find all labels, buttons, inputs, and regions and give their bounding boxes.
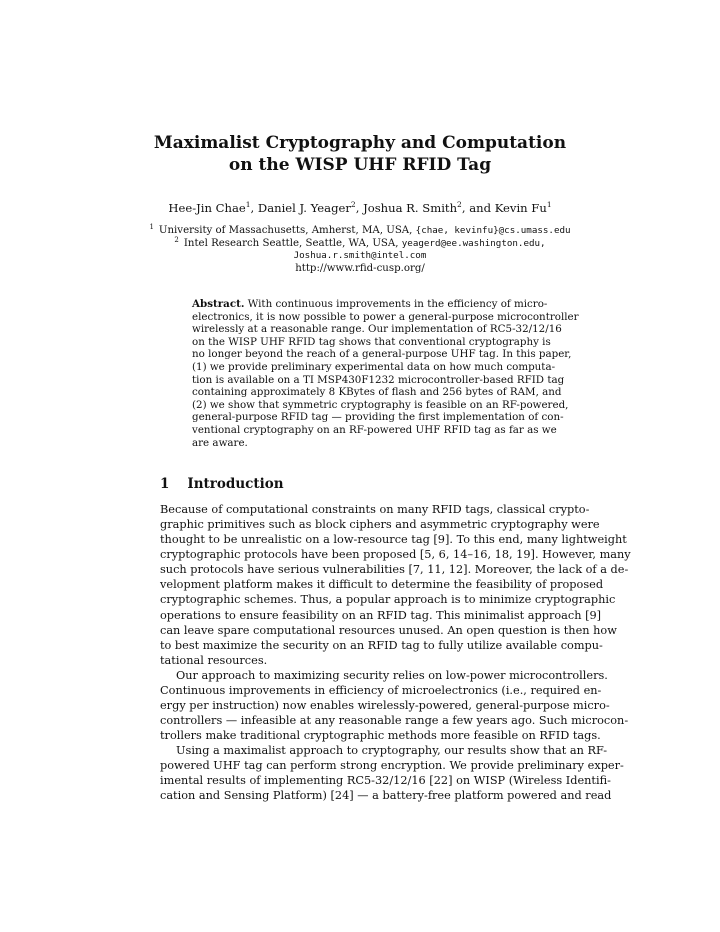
body-text: Because of computational constraints on many RFID tags, classical crypto- graphic primitives such as block ciphers and asymmetric cryptography were thought to be unrealistic on a low-resource tag [9]. To this end, many lightweight cryptographic protocols have been proposed [5, 6, 14–16, 18, 19]. However, many such protocols have serious vulnerabilities [7, 11, 12]. Moreover, the lack of a de- velopment platform makes it difficult to determine the feasibility of proposed cryptographic schemes. Thus, a popular approach is to minimize cryptographic operations to ensure feasibility on an RFID tag. This minimalist approach [9] can leave spare computational resources unused. An open question is then how to best maximize the security on an RFID tag to fully utilize available compu- tational resources. Our approach to maximizing security relies on low-power microcontrollers. Continuous improvements in efficiency of microelectronics (i.e., required en- ergy per instruction) now enables wirelessly-powered, general-purpose micro- controllers — infeasible at any reasonable range a few years ago. Such microcon- trollers make traditional cryptographic methods more feasible on RFID tags. Using a maximalist approach to cryptography, our results show that an RF- powered UHF tag can perform strong encryption. We provide preliminary exper- imental results of implementing RC5-32/12/16 [22] on WISP (Wireless Identifi- cation and Sensing Platform) [24] — a battery-free platform powered and read: [160, 503, 631, 803]
email: {chae, kevinfu}@cs.umass.edu: [415, 225, 571, 236]
abstract-label: Abstract.: [192, 298, 245, 310]
author-name: Joshua R. Smith: [363, 201, 458, 215]
author-affil-mark: 2: [350, 200, 356, 209]
author-affil-mark: 1: [245, 200, 251, 209]
section-title: Introduction: [187, 476, 284, 492]
abstract: Abstract. With continuous improvements in the efficiency of micro- electronics, it is now possible to power a general-purpose microcontroller wirelessly at a reasonable range. Our implementation of RC5-32/12/16 on the WISP UHF RFID tag shows that conventional cryptography is no longer beyond the reach of a general-purpose UHF tag. In this paper, (1) we provide preliminary experimental data on how much computa- tion is available on a TI MSP430F1232 microcontroller-based RFID tag containing approximately 8 KBytes of flash and 256 bytes of RAM, and (2) we show that symmetric cryptography is feasible on an RF-powered, general-purpose RFID tag — providing the first implementation of con- ventional cryptography on an RF-powered UHF RFID tag as far as we are aware.: [192, 298, 579, 449]
author-affil-mark: 2: [457, 200, 462, 209]
affiliation-1: $^1$ University of Massachusetts, Amherst, MA, USA, {chae, kevinfu}@cs.umass.edu: [149, 223, 571, 236]
author-name: Kevin Fu: [494, 201, 547, 215]
affiliations: [0, 225, 720, 275]
paper-title: [0, 132, 720, 176]
affiliation-2: $^2$ Intel Research Seattle, Seattle, WA, USA, yeagerd@ee.washington.edu,: [174, 235, 546, 249]
project-url: http://www.rfid-cusp.org/: [295, 262, 425, 274]
section-heading: [160, 476, 284, 492]
email: yeagerd@ee.washington.edu,: [401, 237, 546, 249]
section-number: 1: [160, 476, 170, 492]
author-name: Daniel J. Yeager: [257, 201, 351, 215]
email: Joshua.r.smith@intel.com: [293, 250, 427, 262]
title-line-2: on the WISP UHF RFID Tag: [228, 155, 492, 175]
author-list: Hee-Jin Chae$^1$, Daniel J. Yeager$^2$, Joshua R. Smith$^2$, and Kevin Fu$^1$: [168, 200, 552, 215]
author-affil-mark: 1: [546, 200, 552, 209]
title-line-1: Maximalist Cryptography and Computation: [153, 133, 567, 153]
author-name: Hee-Jin Chae: [168, 201, 246, 215]
